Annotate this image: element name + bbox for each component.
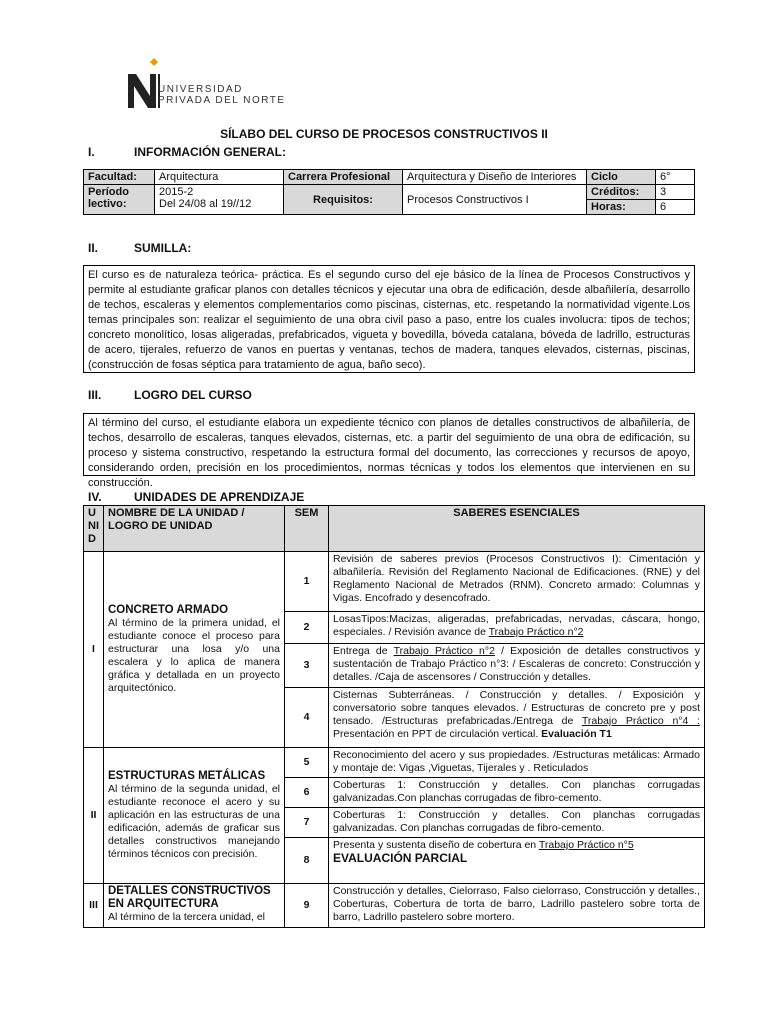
unit-name: CONCRETO ARMADO — [108, 604, 229, 616]
week-text-pre: Entrega de — [333, 645, 394, 657]
section-label: SUMILLA: — [134, 241, 192, 255]
week-number: 5 — [285, 748, 329, 778]
header-saberes: SABERES ESENCIALES — [329, 506, 705, 552]
week-number: 6 — [285, 778, 329, 808]
periodo-dates: Del 24/08 al 19//12 — [159, 198, 252, 210]
unit-number: II — [84, 748, 104, 884]
unit-cell — [104, 552, 285, 748]
unit-description: Al término de la primera unidad, el estudiante conoce el proceso para estructurar una losa y/o una escalera y lo aplica de manera gráfica y detallada en un proyecto arquitectónico. — [108, 617, 280, 694]
week-content: Revisión de saberes previos (Procesos Constructivos I): Cimentación y albañilería. Revisión del Reglamento Nacional de Edificaciones. (RNE) y del Reglamento Nacional de Metrados (RNM). Concreto armado: Columnas y Vigas. Encofrado y desencofrado. — [329, 552, 705, 612]
week-text: / Exposición de detalles constructivos y sustentación de Trabajo Práctico n°3: / Escaleras de concreto: Construcción y detalles. /Caja de ascensores / Construcción y detalles. — [333, 645, 700, 683]
section-number: II. — [88, 241, 99, 255]
week-content: Coberturas 1: Construcción y detalles. Con planchas corrugadas galvanizadas. Con planchas corrugadas de fibro-cemento. — [329, 808, 705, 838]
creditos-value: 3 — [656, 185, 695, 200]
unit-cell — [104, 748, 285, 884]
table-row — [84, 552, 705, 612]
periodo-value — [155, 185, 284, 215]
week-content: Reconocimiento del acero y sus propiedades. /Estructuras metálicas: Armado y montaje de: Vigas ,Viguetas, Tijerales y . Reticulados — [329, 748, 705, 778]
week-content — [329, 612, 705, 644]
week-text: Cisternas Subterráneas. / Construcción y detalles. / Exposición y conversatorio sobre tanques elevados. / Estructuras de concreto pre y post tensado. /Estructuras prefabricadas./Entrega de — [333, 689, 700, 727]
week-number: 1 — [285, 552, 329, 612]
section-2-heading — [88, 241, 191, 255]
units-table — [83, 505, 705, 928]
facultad-label: Facultad: — [84, 170, 155, 185]
table-row — [84, 748, 705, 778]
info-table — [83, 169, 695, 215]
unit-name: DETALLES CONSTRUCTIVOS EN ARQUITECTURA — [108, 885, 271, 910]
ciclo-label: Ciclo — [587, 170, 656, 185]
week-number: 7 — [285, 808, 329, 838]
requisitos-value: Procesos Constructivos I — [403, 185, 587, 215]
horas-label: Horas: — [587, 200, 656, 215]
section-label: LOGRO DEL CURSO — [134, 388, 252, 402]
section-number: IV. — [88, 490, 102, 504]
week-text: Presenta y sustenta diseño de cobertura en — [333, 839, 539, 851]
ciclo-value: 6° — [656, 170, 695, 185]
horas-value: 6 — [656, 200, 695, 215]
evaluation-label: EVALUACIÓN PARCIAL — [333, 851, 468, 865]
week-content — [329, 838, 705, 884]
sumilla-text: El curso es de naturaleza teórica- práctica. Es el segundo curso del eje básico de la línea de Procesos Constructivos y permite al estudiante graficar planos con detalles técnicos y ejecutar una obra de edificación, desde albañilería, desarrollo de techos, escaleras y elementos complementarios como piscinas, cisternas, etc. respetando la normatividad vigente.Los temas principales son: realizar el seguimiento de una obra civil paso a paso, entre los cuales involucra: tipos de techos; concreto monolítico, losas aligeradas, prefabricados, vigueta y bovedilla, bóveda catalana, bóveda de ladrillo, estructuras de acero, tijerales, refuerzo de vanos en puertas y ventanas, techos de madera, tanques elevados, cisternas, piscinas, (construcción de fosas séptica para tratamiento de agua, baño seco). — [83, 265, 695, 373]
trabajo-practico-link: Trabajo Práctico n°5 — [538, 839, 634, 851]
unit-name: ESTRUCTURAS METÁLICAS — [108, 770, 266, 782]
week-number: 2 — [285, 612, 329, 644]
table-row — [84, 884, 705, 928]
section-label: INFORMACIÓN GENERAL: — [134, 145, 286, 159]
unit-number: I — [84, 552, 104, 748]
creditos-label: Créditos: — [587, 185, 656, 200]
header-sem: SEM — [285, 506, 329, 552]
week-text: LosasTipos:Macizas, aligeradas, prefabricadas, nervadas, cáscara, hongo, especiales. / Revisión avance de — [333, 613, 700, 638]
logo-line-2: PRIVADA DEL NORTE — [158, 95, 286, 106]
week-text-2: Presentación en PPT de circulación vertical. — [333, 728, 542, 740]
week-number: 4 — [285, 688, 329, 748]
week-content — [329, 688, 705, 748]
week-number: 9 — [285, 884, 329, 928]
section-label: UNIDADES DE APRENDIZAJE — [134, 490, 305, 504]
section-1-heading — [88, 145, 286, 159]
unit-number: III — [84, 884, 104, 928]
trabajo-practico-link: Trabajo Práctico n°2 — [393, 645, 495, 657]
section-number: I. — [88, 145, 95, 159]
unit-cell — [104, 884, 285, 928]
facultad-value: Arquitectura — [155, 170, 284, 185]
section-number: III. — [88, 388, 102, 402]
trabajo-practico-link: Trabajo Práctico n°2 — [488, 626, 584, 638]
section-3-heading — [88, 388, 252, 402]
logo-line-1: UNIVERSIDAD — [158, 84, 243, 95]
carrera-value: Arquitectura y Diseño de Interiores — [403, 170, 587, 185]
week-content: Coberturas 1: Construcción y detalles. Con planchas corrugadas galvanizadas.Con planchas corrugadas de fibro-cemento. — [329, 778, 705, 808]
week-number: 3 — [285, 644, 329, 688]
week-content — [329, 644, 705, 688]
header-nombre: NOMBRE DE LA UNIDAD / LOGRO DE UNIDAD — [104, 506, 285, 552]
unit-description: Al término de la segunda unidad, el estudiante reconoce el acero y su aplicación en las estructuras de una edificación, además de graficar sus detalles constructivos manejando términos técnicos con precisión. — [108, 783, 280, 860]
evaluation-label: Evaluación T1 — [541, 728, 612, 740]
section-4-heading — [88, 490, 304, 504]
week-number: 8 — [285, 838, 329, 884]
unit-description: Al término de la tercera unidad, el — [108, 911, 266, 923]
header-und: U NI D — [84, 506, 104, 552]
trabajo-practico-link: Trabajo Práctico n°4 : — [581, 715, 700, 727]
periodo-label: Período lectivo: — [84, 185, 155, 215]
document-title: SÍLABO DEL CURSO DE PROCESOS CONSTRUCTIVOS II — [220, 127, 548, 141]
carrera-label: Carrera Profesional — [284, 170, 403, 185]
requisitos-label: Requisitos: — [284, 185, 403, 215]
week-content: Construcción y detalles, Cielorraso, Falso cielorraso, Construcción y detalles., Coberturas, Cobertura de torta de barro, Ladrillo pastelero sobre torta de barro, Ladrillo pastelero sobre mortero. — [329, 884, 705, 928]
logro-text: Al término del curso, el estudiante elabora un expediente técnico con planos de detalles constructivos de albañilería, de techos, desarrollo de escaleras, tanques elevados, cisternas, etc. a partir del seguimiento de una obra de edificación, su proceso y sistema constructivo, respetando la estructura formal del documento, las correcciones y recursos de apoyo, considerando orden, precisión en los procedimientos, normas técnicas y todos los elementos que intervienen en su construcción. — [83, 413, 695, 476]
logo-text — [158, 84, 286, 106]
periodo-code: 2015-2 — [159, 186, 194, 198]
